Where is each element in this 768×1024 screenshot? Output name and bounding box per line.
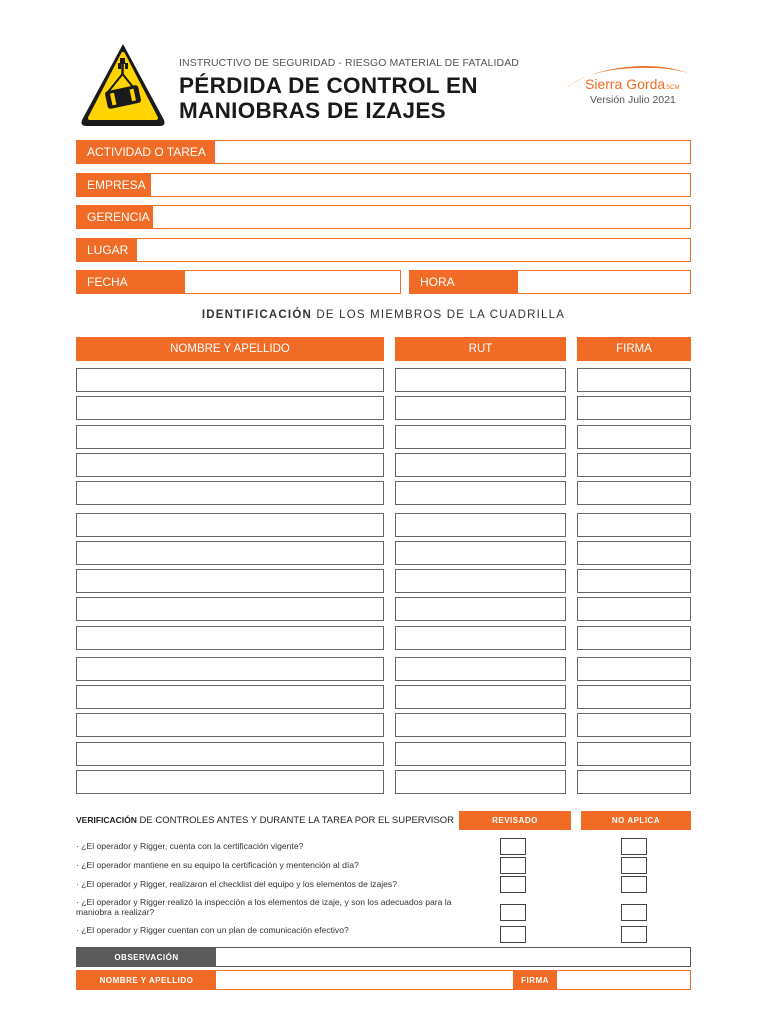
title-line-1: PÉRDIDA DE CONTROL EN bbox=[179, 73, 478, 98]
no-aplica-checkbox[interactable] bbox=[621, 904, 647, 921]
crew-rut-cell[interactable] bbox=[395, 425, 566, 449]
crew-rut-cell[interactable] bbox=[395, 453, 566, 477]
verification-question: · ¿El operador mantiene en su equipo la certificación y mentención al día? bbox=[76, 860, 359, 870]
no-aplica-checkbox[interactable] bbox=[621, 857, 647, 874]
no-aplica-checkbox[interactable] bbox=[621, 838, 647, 855]
field-gerencia bbox=[76, 205, 691, 229]
crew-nombre-cell[interactable] bbox=[76, 481, 384, 505]
crew-rut-cell[interactable] bbox=[395, 481, 566, 505]
revisado-checkbox[interactable] bbox=[500, 857, 526, 874]
field-empresa bbox=[76, 173, 691, 197]
crew-nombre-cell[interactable] bbox=[76, 626, 384, 650]
crew-rut-cell[interactable] bbox=[395, 368, 566, 392]
crew-firma-cell[interactable] bbox=[577, 742, 691, 766]
crew-nombre-cell[interactable] bbox=[76, 657, 384, 681]
hora-input[interactable] bbox=[518, 271, 690, 293]
nombre-label: NOMBRE Y APELLIDO bbox=[77, 971, 216, 989]
crew-nombre-cell[interactable] bbox=[76, 425, 384, 449]
gerencia-input[interactable] bbox=[153, 206, 690, 228]
crew-rut-cell[interactable] bbox=[395, 597, 566, 621]
crew-nombre-cell[interactable] bbox=[76, 396, 384, 420]
no-aplica-checkbox[interactable] bbox=[621, 876, 647, 893]
field-label: LUGAR bbox=[77, 239, 137, 261]
crew-firma-cell[interactable] bbox=[577, 770, 691, 794]
crew-firma-cell[interactable] bbox=[577, 657, 691, 681]
crew-nombre-cell[interactable] bbox=[76, 541, 384, 565]
lugar-input[interactable] bbox=[137, 239, 690, 261]
verification-question: · ¿El operador y Rigger, realizaron el checklist del equipo y los elementos de izajes? bbox=[76, 879, 397, 889]
crew-firma-cell[interactable] bbox=[577, 425, 691, 449]
crew-firma-cell[interactable] bbox=[577, 626, 691, 650]
revisado-checkbox[interactable] bbox=[500, 876, 526, 893]
firma-input[interactable] bbox=[557, 971, 690, 989]
brand-name: Sierra GordaSCM bbox=[585, 76, 680, 92]
crew-rut-cell[interactable] bbox=[395, 513, 566, 537]
warning-sign bbox=[78, 40, 168, 130]
column-header-firma: FIRMA bbox=[577, 337, 691, 361]
crew-firma-cell[interactable] bbox=[577, 685, 691, 709]
no-aplica-header: NO APLICA bbox=[581, 811, 691, 830]
crew-nombre-cell[interactable] bbox=[76, 597, 384, 621]
crew-firma-cell[interactable] bbox=[577, 513, 691, 537]
revisado-checkbox[interactable] bbox=[500, 926, 526, 943]
revisado-checkbox[interactable] bbox=[500, 838, 526, 855]
crew-nombre-cell[interactable] bbox=[76, 569, 384, 593]
no-aplica-checkbox[interactable] bbox=[621, 926, 647, 943]
field-fecha bbox=[76, 270, 401, 294]
firma-label: FIRMA bbox=[513, 971, 557, 989]
crew-nombre-cell[interactable] bbox=[76, 713, 384, 737]
crew-firma-cell[interactable] bbox=[577, 597, 691, 621]
column-header-nombre: NOMBRE Y APELLIDO bbox=[76, 337, 384, 361]
verification-question: · ¿El operador y Rigger cuentan con un plan de comunicación efectivo? bbox=[76, 925, 349, 935]
crew-nombre-cell[interactable] bbox=[76, 770, 384, 794]
crew-rut-cell[interactable] bbox=[395, 713, 566, 737]
hazard-suspended-load-icon bbox=[78, 40, 168, 130]
crew-nombre-cell[interactable] bbox=[76, 513, 384, 537]
observation-input[interactable] bbox=[216, 948, 690, 966]
field-label: GERENCIA bbox=[77, 206, 153, 228]
field-hora bbox=[409, 270, 691, 294]
crew-rut-cell[interactable] bbox=[395, 569, 566, 593]
crew-rut-cell[interactable] bbox=[395, 396, 566, 420]
crew-nombre-cell[interactable] bbox=[76, 368, 384, 392]
crew-firma-cell[interactable] bbox=[577, 541, 691, 565]
crew-nombre-cell[interactable] bbox=[76, 742, 384, 766]
crew-rut-cell[interactable] bbox=[395, 770, 566, 794]
field-label: ACTIVIDAD O TAREA bbox=[77, 141, 215, 163]
empresa-input[interactable] bbox=[151, 174, 690, 196]
nombre-input[interactable] bbox=[216, 971, 513, 989]
field-actividad bbox=[76, 140, 691, 164]
field-label: HORA bbox=[410, 271, 518, 293]
document-subtitle: INSTRUCTIVO DE SEGURIDAD - RIESGO MATERIAL DE FATALIDAD bbox=[179, 57, 519, 69]
verification-question: · ¿El operador y Rigger realizó la inspección a los elementos de izaje, y son los adecuados para la maniobra a realizar? bbox=[76, 897, 452, 917]
crew-firma-cell[interactable] bbox=[577, 368, 691, 392]
crew-firma-cell[interactable] bbox=[577, 396, 691, 420]
revisado-checkbox[interactable] bbox=[500, 904, 526, 921]
crew-firma-cell[interactable] bbox=[577, 569, 691, 593]
crew-rut-cell[interactable] bbox=[395, 626, 566, 650]
fecha-input[interactable] bbox=[185, 271, 400, 293]
version-label: Versión Julio 2021 bbox=[590, 94, 676, 106]
document-title bbox=[179, 73, 478, 123]
crew-nombre-cell[interactable] bbox=[76, 685, 384, 709]
crew-rut-cell[interactable] bbox=[395, 541, 566, 565]
crew-firma-cell[interactable] bbox=[577, 481, 691, 505]
crew-section-heading: IDENTIFICACIÓN DE LOS MIEMBROS DE LA CUADRILLA bbox=[201, 309, 566, 321]
signature-row bbox=[76, 970, 691, 990]
crew-firma-cell[interactable] bbox=[577, 453, 691, 477]
verification-question: · ¿El operador y Rigger, cuenta con la certificación vigente? bbox=[76, 841, 304, 851]
verification-heading: VERIFICACIÓN DE CONTROLES ANTES Y DURANTE LA TAREA POR EL SUPERVISOR bbox=[76, 815, 455, 826]
crew-firma-cell[interactable] bbox=[577, 713, 691, 737]
field-label: FECHA bbox=[77, 271, 185, 293]
crew-rut-cell[interactable] bbox=[395, 742, 566, 766]
observation-row bbox=[76, 947, 691, 967]
field-label: EMPRESA bbox=[77, 174, 151, 196]
crew-rut-cell[interactable] bbox=[395, 685, 566, 709]
field-lugar bbox=[76, 238, 691, 262]
observation-label: OBSERVACIÓN bbox=[77, 948, 216, 966]
revisado-header: REVISADO bbox=[459, 811, 571, 830]
title-line-2: MANIOBRAS DE IZAJES bbox=[179, 98, 446, 123]
crew-rut-cell[interactable] bbox=[395, 657, 566, 681]
column-header-rut: RUT bbox=[395, 337, 566, 361]
crew-nombre-cell[interactable] bbox=[76, 453, 384, 477]
actividad-input[interactable] bbox=[215, 141, 690, 163]
